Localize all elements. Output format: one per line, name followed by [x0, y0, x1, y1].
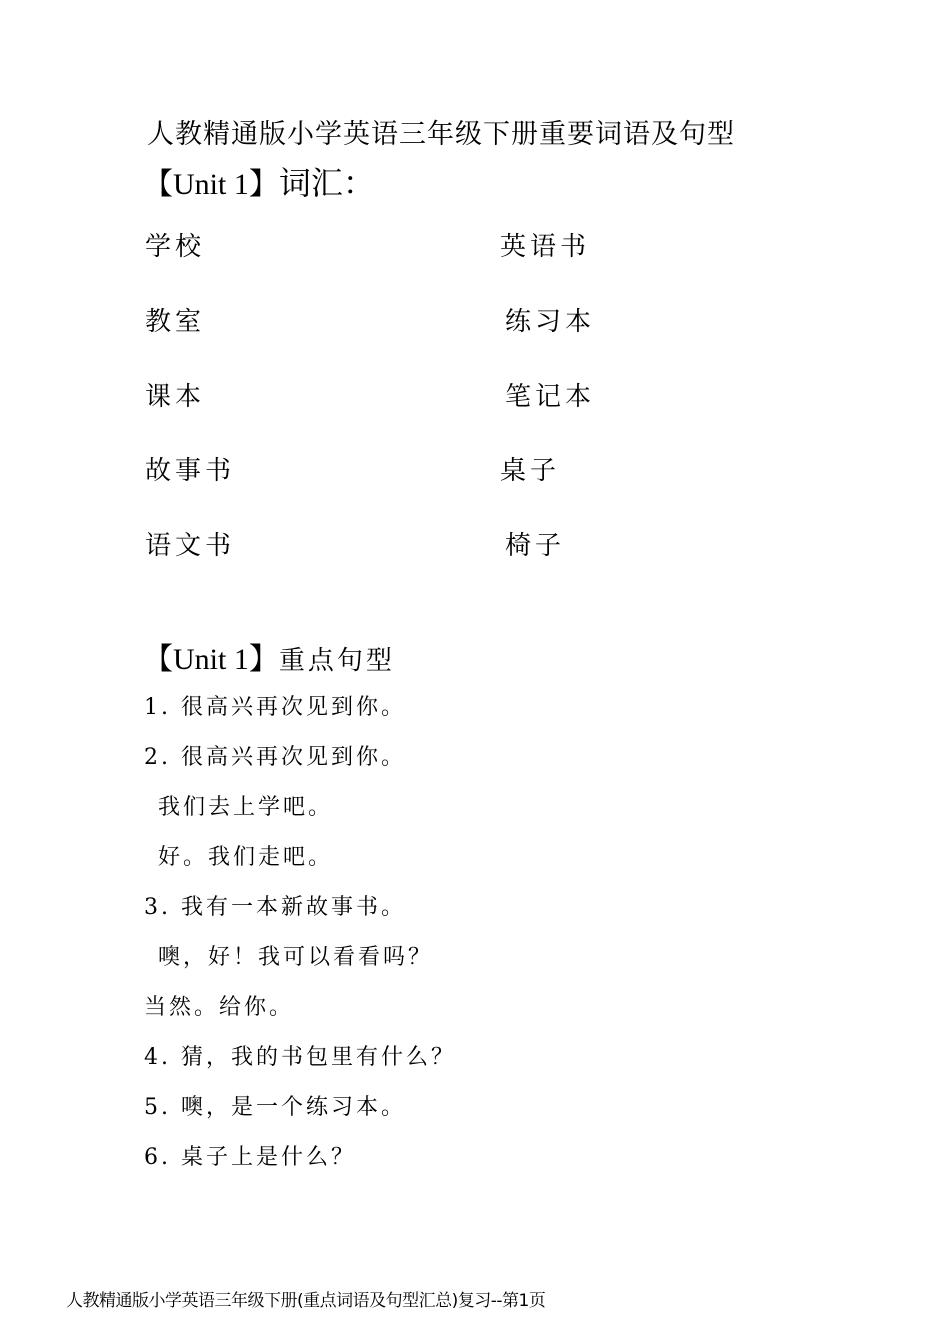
page-footer: 人教精通版小学英语三年级下册(重点词语及句型汇总)复习--第1页 [66, 1291, 546, 1311]
sentence-line: 3. 我有一本新故事书。 [144, 895, 406, 920]
vocab-item: 椅子 [505, 531, 566, 561]
vocab-item: 语文书 [145, 531, 236, 561]
sentence-line: 1. 很高兴再次见到你。 [144, 695, 406, 720]
sentence-line: 我们去上学吧。 [158, 795, 334, 820]
vocab-item: 故事书 [145, 456, 236, 486]
vocab-item: 教室 [145, 307, 206, 337]
sentence-line: 当然。给你。 [144, 995, 295, 1020]
sentence-line: 2. 很高兴再次见到你。 [144, 745, 406, 770]
vocab-heading [143, 158, 375, 204]
vocab-item: 学校 [145, 232, 206, 262]
sentence-line: 5. 噢，是一个练习本。 [144, 1095, 406, 1120]
vocab-item: 笔记本 [505, 382, 596, 412]
sentence-line: 好。我们走吧。 [158, 845, 334, 870]
sentences-heading [143, 634, 395, 678]
sentence-line: 噢，好！我可以看看吗？ [158, 945, 434, 970]
vocab-item: 英语书 [500, 232, 591, 262]
vocab-item: 练习本 [505, 307, 596, 337]
vocab-item: 桌子 [500, 456, 561, 486]
vocab-heading-label: 词汇： [278, 164, 375, 202]
document-title: 人教精通版小学英语三年级下册重要词语及句型 [147, 119, 735, 150]
sentence-line: 4. 猜，我的书包里有什么？ [144, 1045, 456, 1070]
vocab-item: 课本 [145, 382, 206, 412]
sentences-heading-label: 重点句型 [278, 646, 395, 676]
vocab-heading-unit: 【Unit 1】 [143, 168, 279, 201]
sentences-heading-unit: 【Unit 1】 [143, 643, 279, 676]
sentence-line: 6. 桌子上是什么？ [144, 1145, 356, 1170]
